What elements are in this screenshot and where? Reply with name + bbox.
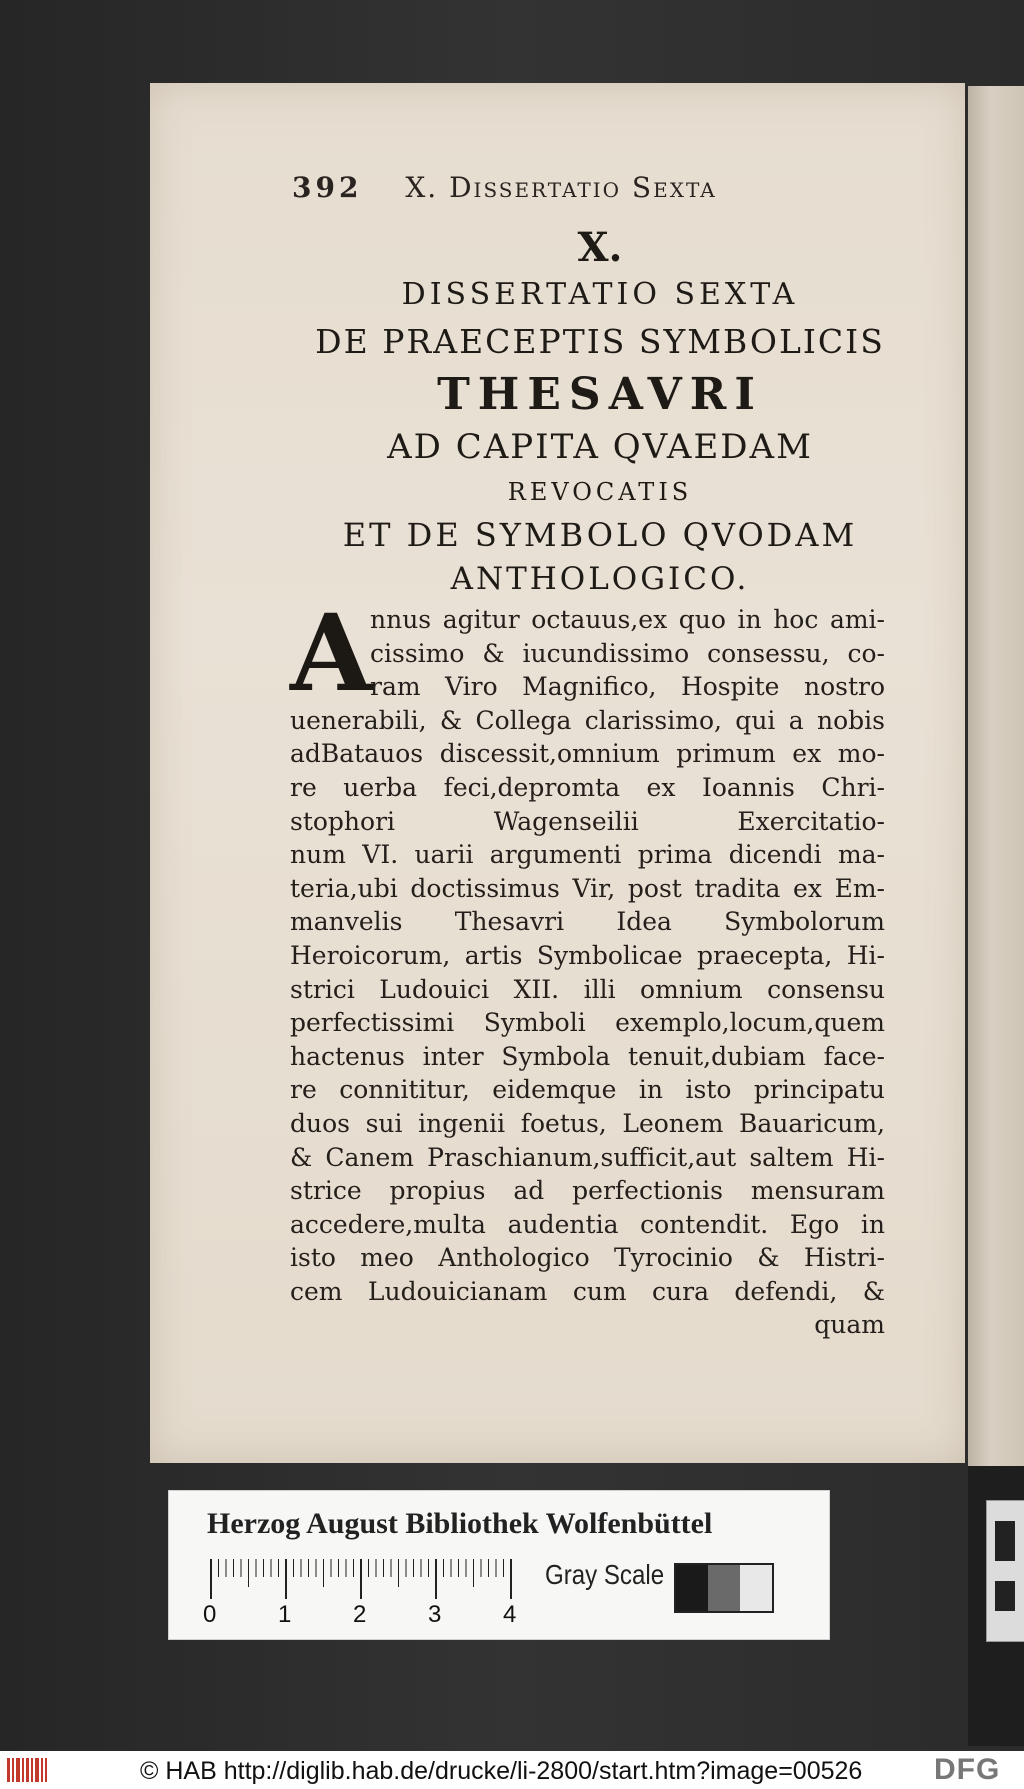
text-line: perfectissimi Symboli exemplo,locum,quem: [290, 1008, 885, 1038]
dfg-logo: DFG: [934, 1753, 1001, 1786]
text-line: Heroicorum, artis Symbolicae praecepta, Hi-: [290, 940, 885, 970]
text-line: stophori Wagenseilii Exercitatio-: [290, 806, 885, 836]
ruler: [209, 1559, 529, 1603]
text-line: strici Ludouici XII. illi omnium consensu: [290, 974, 885, 1004]
calibration-card: [168, 1490, 830, 1640]
chapter-number: X.: [577, 224, 623, 271]
book-page: [150, 83, 965, 1463]
text-line: cem Ludouicianam cum cura defendi, &: [290, 1276, 885, 1306]
gray-swatch-light: [740, 1565, 772, 1611]
ruler-number: 4: [503, 1601, 517, 1628]
library-name: Herzog August Bibliothek Wolfenbüttel: [207, 1507, 713, 1540]
text-line: duos sui ingenii foetus, Leonem Bauaricum,: [290, 1108, 885, 1138]
text-line: manvelis Thesavri Idea Symbolorum: [290, 907, 885, 937]
title-line: AD CAPITA QVAEDAM: [387, 427, 813, 467]
text-line: cissimo & iucundissimo consessu, co-: [370, 638, 885, 668]
text-line: uenerabili, & Collega clarissimo, qui a nobis: [290, 705, 885, 735]
body-text: [290, 590, 885, 1342]
ruler-number: 3: [428, 1601, 442, 1628]
title-line: REVOCATIS: [507, 478, 693, 506]
drop-cap: A: [290, 590, 373, 715]
footer-bar: [0, 1751, 1024, 1789]
copyright-link[interactable]: © HAB http://diglib.hab.de/drucke/li-2800/start.htm?image=00526: [140, 1757, 863, 1785]
text-line: nnus agitur octauus,ex quo in hoc ami-: [370, 605, 885, 634]
title-line: DE PRAECEPTIS SYMBOLICIS: [315, 322, 885, 361]
page-number: 392: [292, 171, 363, 204]
next-page-edge: [968, 86, 1024, 1466]
title-line: ET DE SYMBOLO QVODAM: [342, 516, 858, 554]
title-line: DISSERTATIO SEXTA: [401, 277, 799, 312]
gray-swatch-mid: [708, 1565, 740, 1611]
catchword: quam: [814, 1310, 885, 1340]
text-line: num VI. uarii argumenti prima dicendi ma-: [290, 840, 885, 870]
ruler-numbers: [203, 1601, 523, 1631]
gray-swatch-dark: [676, 1565, 708, 1611]
gray-scale-label: Gray Scale: [545, 1559, 665, 1590]
text-line: accedere,multa audentia contendit. Ego in: [290, 1209, 885, 1239]
text-line: teria,ubi doctissimus Vir, post tradita ex Em-: [290, 873, 885, 903]
barcode-icon: [6, 1756, 48, 1784]
text-line: isto meo Anthologico Tyrocinio & Histri-: [290, 1243, 885, 1273]
ruler-number: 1: [278, 1601, 292, 1628]
title-line: ANTHOLOGICO.: [450, 561, 750, 597]
ruler-number: 0: [203, 1601, 217, 1628]
text-line: & Canem Praschianum,sufficit,aut saltem Hi-: [290, 1142, 885, 1172]
text-line: hactenus inter Symbola tenuit,dubiam face-: [290, 1041, 885, 1071]
next-calibration-card-edge: [986, 1500, 1024, 1642]
running-head: [292, 171, 812, 215]
ruler-number: 2: [353, 1601, 367, 1628]
text-line: ram Viro Magnifico, Hospite nostro: [370, 672, 885, 702]
running-title: X. Dissertatio Sexta: [405, 171, 717, 204]
gray-scale-swatches: [674, 1563, 774, 1613]
text-line: re connititur, eidemque in isto principatu: [290, 1075, 885, 1105]
text-line: re uerba feci,depromta ex Ioannis Chri-: [290, 772, 885, 802]
text-line: adBatauos discessit,omnium primum ex mo-: [290, 739, 885, 769]
title-line: THESAVRI: [437, 369, 763, 420]
title-block: [250, 223, 950, 601]
text-line: strice propius ad perfectionis mensuram: [290, 1176, 885, 1206]
